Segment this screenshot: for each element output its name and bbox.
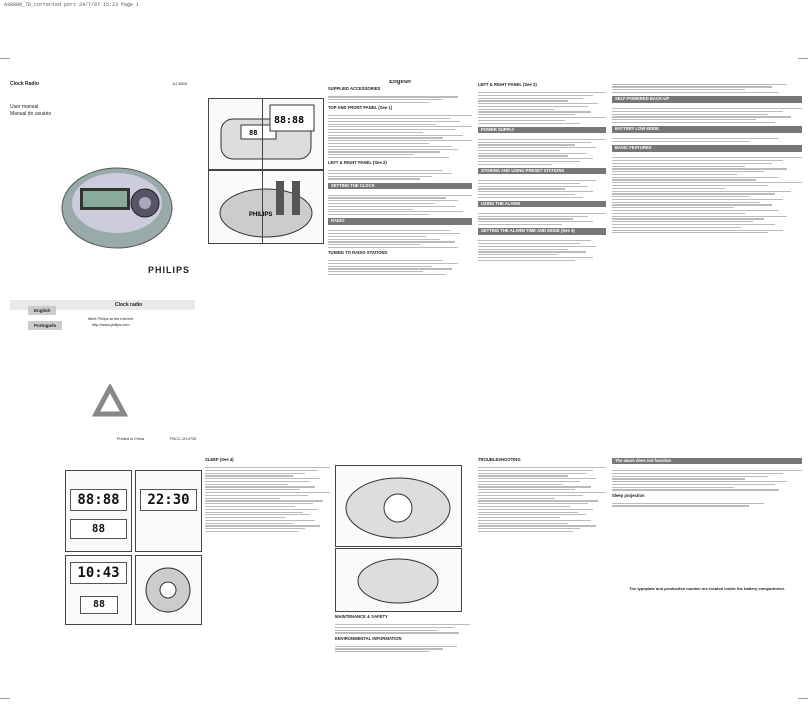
product-image (55, 158, 175, 258)
card-text-1: Meet Philips at the Internet (88, 317, 134, 321)
language-heading: English (389, 80, 411, 85)
column-3-text (478, 80, 606, 440)
crop-mark-tl (0, 58, 10, 65)
figure-display-2 (135, 470, 202, 552)
display-digits: 88:88 (70, 489, 127, 511)
figure-display-1 (65, 470, 132, 552)
figure-display-3 (65, 555, 132, 625)
cover-manual-en: User manual (10, 104, 39, 110)
cover-manual-pt: Manual do usuário (10, 111, 52, 117)
section-bar: STORING AND USING PRESET STATIONS (478, 168, 606, 174)
display-small: 88 (80, 596, 118, 614)
section-bar: BATTERY LOW MODE (612, 126, 802, 132)
print-code: PDCC-JH-0730 (170, 437, 197, 441)
bottom-col-4 (478, 455, 606, 705)
section-heading: LEFT & RIGHT PANEL (See 2) (478, 82, 537, 87)
svg-text:88: 88 (249, 129, 258, 137)
section-heading: Sleep projection (612, 492, 645, 498)
display-digits: 10:43 (70, 562, 127, 584)
column-4-text (612, 80, 802, 440)
figure-clock-bottom (335, 548, 462, 612)
figure-clock-top (335, 465, 462, 547)
crop-mark-bl (0, 698, 10, 705)
section-heading: SUPPLIED ACCESSORIES (328, 86, 381, 92)
card-title: Clock radio (115, 302, 143, 308)
cover-page (10, 68, 195, 282)
bottom-col-3 (335, 612, 470, 712)
crop-mark-tr (798, 58, 808, 65)
cover-category: Clock Radio (10, 81, 39, 87)
section-heading: TUNING TO RADIO STATIONS (328, 250, 388, 256)
maintenance-heading: MAINTENANCE & SAFETY (335, 614, 388, 619)
typeplate-note: The typeplate and production number are located inside the battery compartment. (629, 585, 785, 591)
printed-in: Printed in China (117, 437, 145, 441)
section-bar: SETTING THE CLOCK (328, 183, 472, 189)
section-heading: LEFT & RIGHT PANEL (See 2) (328, 160, 387, 166)
section-bar: SELF-POWERED BACK-UP (612, 96, 802, 102)
environment-heading: ENVIRONMENTAL INFORMATION (335, 635, 402, 641)
section-bar: RADIO (328, 218, 472, 224)
svg-text:88:88: 88:88 (274, 115, 305, 126)
cover-brand: PHILIPS (148, 265, 191, 275)
figure-2 (262, 98, 324, 244)
display-small: 88 (70, 519, 127, 539)
section-bar: BASIC FEATURES (612, 145, 802, 151)
section-bar: USING THE ALARM (478, 201, 606, 207)
card-text-2: http://www.philips.com (92, 323, 130, 327)
section-heading: TOP AND FRONT PANEL (See 1) (328, 105, 392, 111)
section-bar: The alarm does not function (612, 458, 802, 464)
language-tab-portuguese: Português (28, 321, 62, 330)
bottom-col-5 (612, 455, 802, 705)
figure-projection (135, 555, 202, 625)
section-bar: SETTING THE ALARM TIME AND MODE (See 3) (478, 228, 606, 234)
language-tab-english: English (28, 306, 56, 315)
troubleshooting-heading: TROUBLESHOOTING (478, 457, 521, 462)
section-bar: POWER SUPPLY (478, 127, 606, 133)
display-digits: 22:30 (140, 489, 197, 511)
cover-model: AJ 3600 (172, 81, 187, 86)
recycle-icon (90, 384, 130, 424)
print-header: A38800_78_corrected port 24/7/07 15:23 Page 1 (4, 2, 140, 8)
sleep-heading: SLEEP (See 4) (205, 457, 234, 462)
bottom-col-2 (205, 455, 330, 705)
column-2-text (328, 80, 472, 440)
svg-text:PHILIPS: PHILIPS (249, 212, 273, 218)
